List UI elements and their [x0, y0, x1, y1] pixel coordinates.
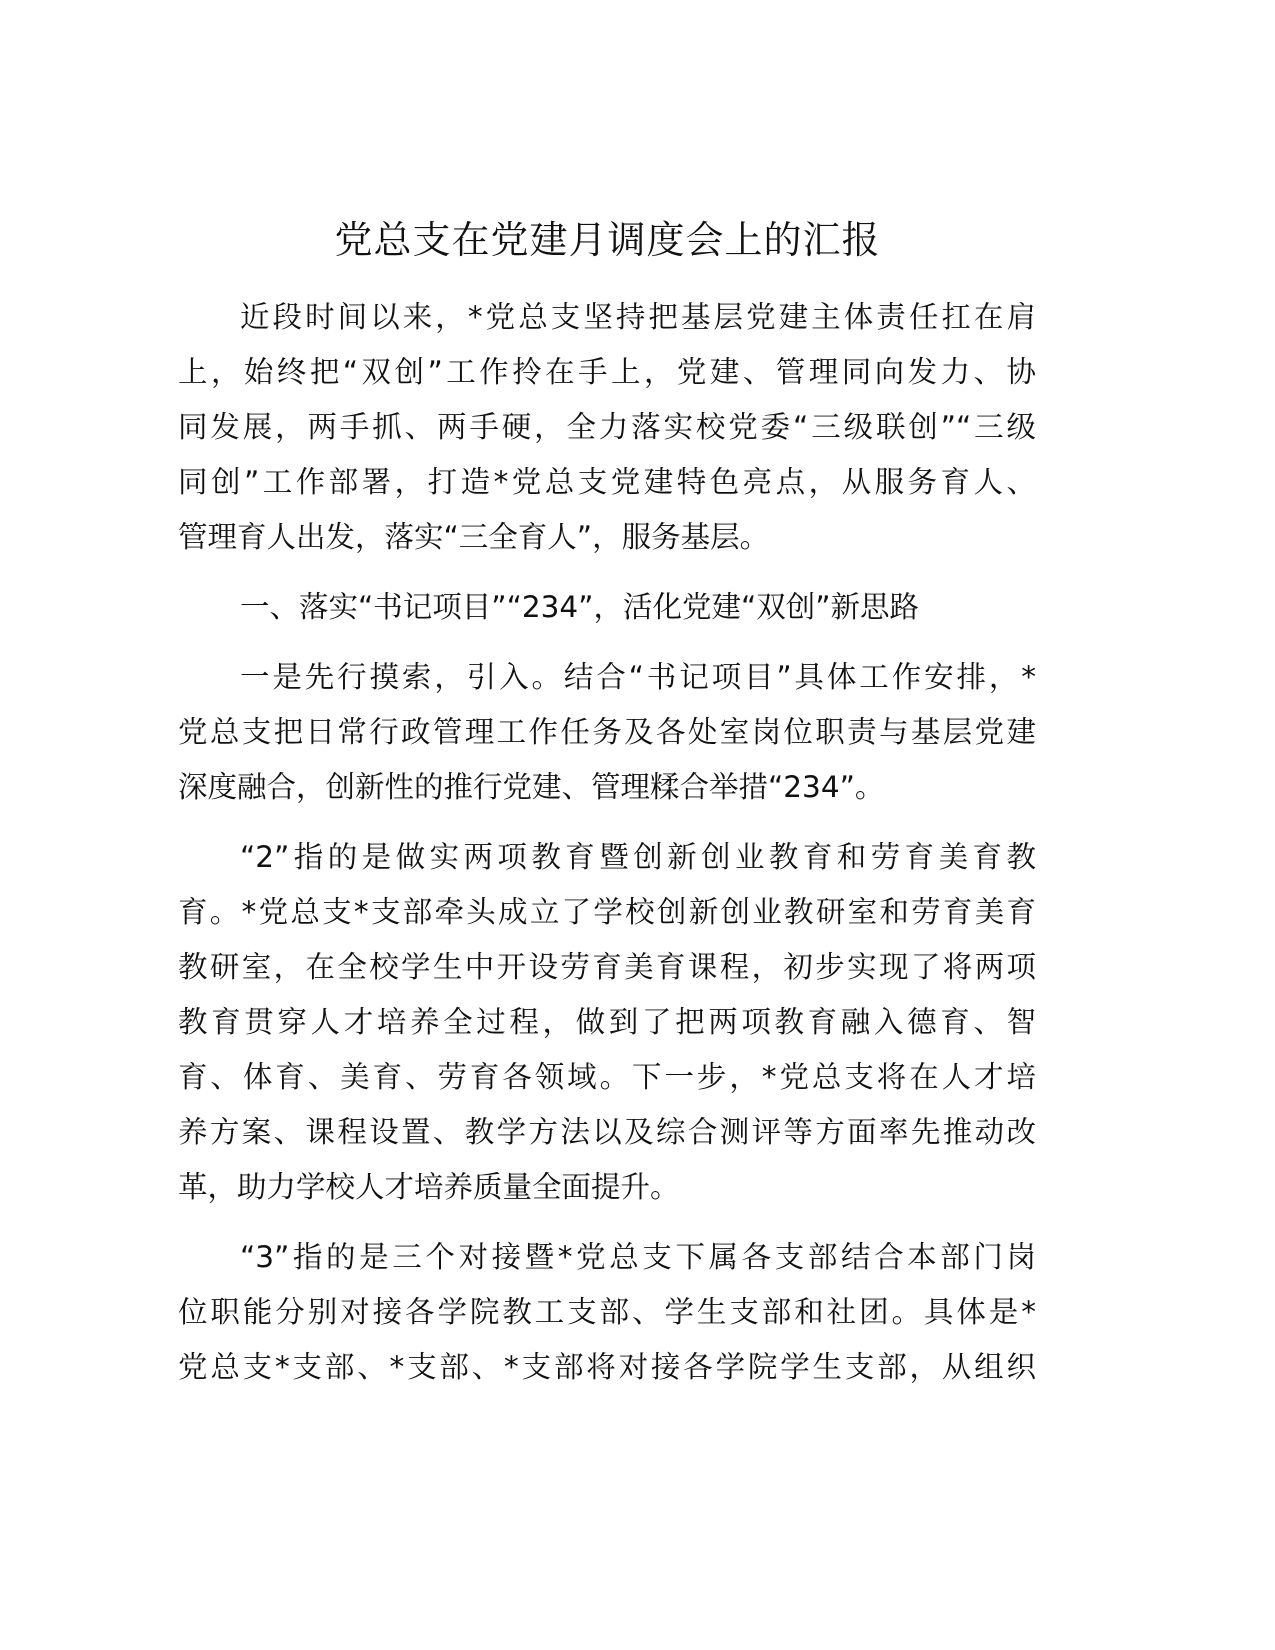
text-line: 育、体育、美育、劳育各领域。下一步，*党总支将在人才培	[178, 1060, 1036, 1094]
paragraph-3	[178, 1230, 1036, 1395]
text-line: 养方案、课程设置、教学方法以及综合测评等方面率先推动改	[178, 1115, 1036, 1149]
text-line: “2”指的是做实两项教育暨创新创业教育和劳育美育教	[240, 840, 1036, 874]
text-line: 位职能分别对接各学院教工支部、学生支部和社团。具体是*	[178, 1295, 1036, 1329]
text-line: 一是先行摸索，引入。结合“书记项目”具体工作安排，*	[240, 660, 1036, 694]
text-line: 革，助力学校人才培养质量全面提升。	[178, 1170, 680, 1204]
text-line: 管理育人出发，落实“三全育人”，服务基层。	[178, 520, 770, 554]
heading-line: 一、落实“书记项目”“234”，活化党建“双创”新思路	[240, 590, 920, 624]
paragraph-intro	[178, 290, 1036, 565]
text-line: 上，始终把“双创”工作拎在手上，党建、管理同向发力、协	[178, 355, 1036, 389]
text-line: 同创”工作部署，打造*党总支党建特色亮点，从服务育人、	[178, 465, 1036, 499]
paragraph-1	[178, 650, 1036, 815]
document-body	[178, 290, 1036, 1410]
text-line: 近段时间以来，*党总支坚持把基层党建主体责任扛在肩	[240, 300, 1036, 334]
text-line: 同发展，两手抓、两手硬，全力落实校党委“三级联创”“三级	[178, 410, 1036, 444]
paragraph-2	[178, 830, 1036, 1215]
text-line: 教研室，在全校学生中开设劳育美育课程，初步实现了将两项	[178, 950, 1036, 984]
text-line: 党总支把日常行政管理工作任务及各处室岗位职责与基层党建	[178, 715, 1036, 749]
text-line: “3”指的是三个对接暨*党总支下属各支部结合本部门岗	[240, 1240, 1036, 1274]
document-title: 党总支在党建月调度会上的汇报	[334, 218, 881, 262]
text-line: 教育贯穿人才培养全过程，做到了把两项教育融入德育、智	[178, 1005, 1036, 1039]
text-line: 深度融合，创新性的推行党建、管理糅合举措“234”。	[178, 770, 885, 804]
text-line: 育。*党总支*支部牵头成立了学校创新创业教研室和劳育美育	[178, 895, 1036, 929]
text-line: 党总支*支部、*支部、*支部将对接各学院学生支部，从组织	[178, 1350, 1036, 1384]
section-heading-1	[178, 580, 1036, 635]
